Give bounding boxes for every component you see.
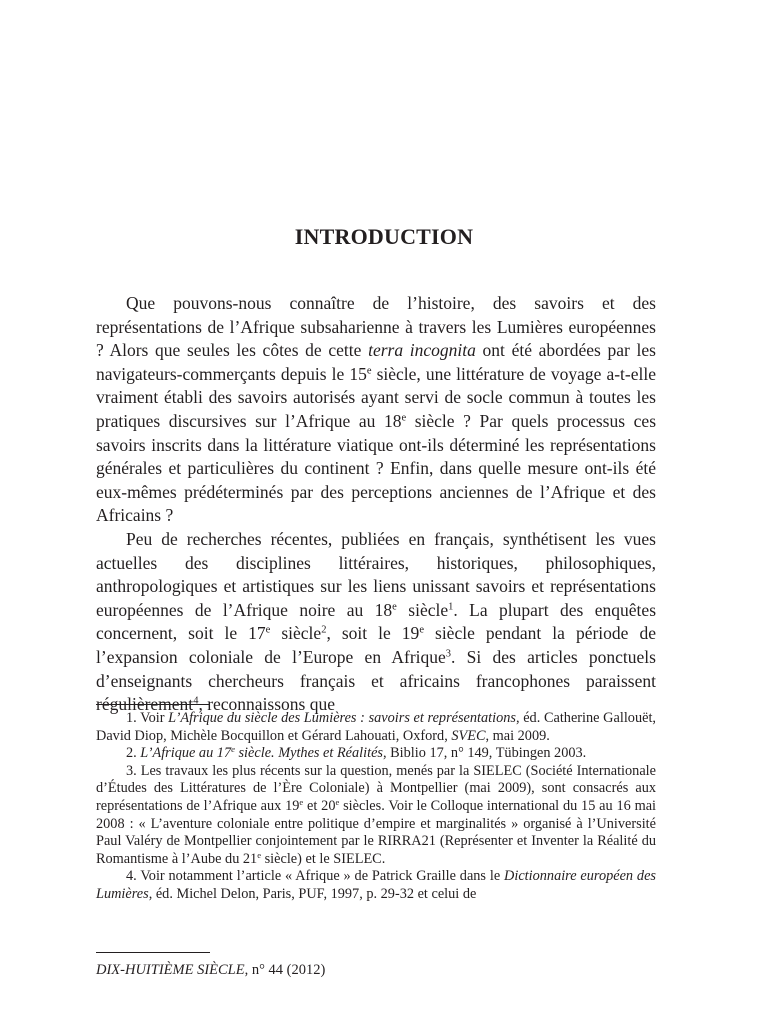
footnote: 3. Les travaux les plus récents sur la question, menés par la SIELEC (Société Internationale d’Études des Littératures de l’Ère Coloniale) à Montpellier (mai 2009), sont consacrés aux représentations de l’Afrique aux 19e et 20e siècles. Voir le Colloque international du 15 au 16 mai 2008 : « L’aventure coloniale entre politique d’empire et marginalités » organisé à l’Université Paul Valéry de Montpellier conjointement par le RIRRA21 (Représenter et Inventer la Réalité du Romantisme à l’Aube du 21e siècle) et le SIELEC.: [96, 762, 657, 867]
superscript: e: [231, 744, 235, 755]
superscript: e: [299, 796, 304, 807]
paragraph: Que pouvons-nous connaître de l’histoire, des savoirs et des représentations de l’Afrique subsaharienne à travers les Lumières européennes ? Alors que seules les côtes de cette terra incognita ont été abordées par les navigateurs-commerçants depuis le 15e siècle, une littérature de voyage a-t-elle vraiment établi des savoirs autorisés ayant servi de socle commun à toutes les pratiques discursives sur l’Afrique au 18e siècle ? Par quels processus ces savoirs inscrits dans la littérature viatique ont-ils déterminé les représentations générales et particulières du continent ? Enfin, dans quelle mesure ont-ils été eux-mêmes prédéterminés par des perceptions anciennes de l’Afrique et des Africains ?: [96, 293, 657, 526]
footer-separator: [96, 952, 210, 953]
journal-title: DIX-HUITIÈME SIÈCLE: [96, 962, 245, 978]
footnotes: [96, 710, 656, 904]
italic-text: siècle. Mythes et Réalités: [234, 745, 383, 762]
paragraph: Peu de recherches récentes, publiées en français, synthétisent les vues actuelles des disciplines littéraires, historiques, philosophiques, anthropologiques et artistiques sur les liens unissant savoirs et représentations européennes de l’Afrique noire au 18e siècle$^1$. La plupart des enquêtes concernent, soit le 17e siècle$^2$, soit le 19e siècle pendant la période de l’expansion coloniale de l’Europe en Afrique$^3$. Si des articles ponctuels d’enseignants chercheurs français et africains francophones paraissent régulièrement$^4$, reconnaissons que: [96, 528, 656, 715]
superscript: 1: [448, 601, 454, 613]
italic-text: terra incognita: [368, 340, 476, 361]
superscript: e: [257, 849, 262, 860]
body-text: [96, 292, 656, 717]
footnote-separator: [96, 704, 210, 705]
italic-text: Dictionnaire européen des Lumières: [96, 868, 656, 902]
superscript: 3: [445, 648, 452, 660]
italic-text: SVEC: [451, 727, 486, 744]
italic-text: L’Afrique du siècle des Lumières : savoirs et représentations: [168, 710, 516, 726]
italic-text: L’Afrique au 17: [140, 745, 232, 762]
superscript: e: [335, 796, 340, 807]
superscript: e: [419, 625, 424, 637]
superscript: 4: [193, 695, 199, 707]
issue-info: , n° 44 (2012): [244, 962, 326, 978]
running-footer: [96, 962, 325, 979]
footnote: 4. Voir notamment l’article « Afrique » de Patrick Graille dans le Dictionnaire européen des Lumières, éd. Michel Delon, Paris, PUF, 1997, p. 29-32 et celui de: [96, 868, 656, 902]
footnote: 2. L’Afrique au 17e siècle. Mythes et Réalités, Biblio 17, n° 149, Tübingen 2003.: [126, 744, 587, 762]
superscript: e: [265, 625, 271, 637]
superscript: e: [366, 365, 372, 377]
footnote: 1. Voir L’Afrique du siècle des Lumières : savoirs et représentations, éd. Catherine Gallouët, David Diop, Michèle Bocquillon et Gérard Lahouati, Oxford, SVEC, mai 2009.: [96, 710, 656, 744]
superscript: e: [401, 412, 407, 424]
superscript: 2: [321, 625, 327, 637]
page-title: INTRODUCTION: [294, 224, 474, 249]
superscript: e: [392, 601, 397, 613]
